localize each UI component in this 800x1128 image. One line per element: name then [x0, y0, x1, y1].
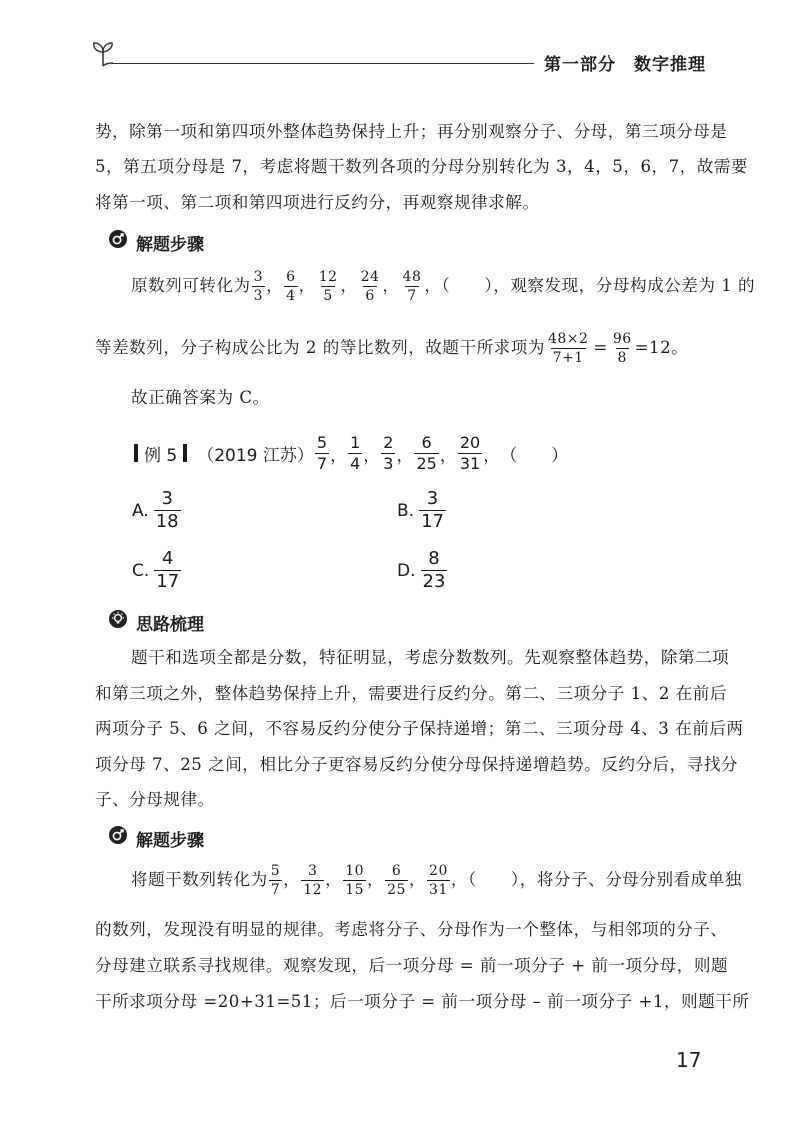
fraction: $\frac{10}{15}$: [345, 862, 365, 898]
fraction: $\frac{5}{7}$: [316, 432, 328, 473]
section-heading-thinking: 思路梳理: [136, 610, 204, 635]
steps-badge-icon: [108, 825, 128, 845]
fraction: $\frac{20}{31}$: [429, 862, 448, 898]
fraction: $\frac{96}{8}$: [612, 330, 632, 366]
fraction: $\frac{48}{7}$: [402, 268, 422, 304]
paragraph-line: 题干和选项全都是分数，特征明显，考虑分数数列。先观察整体趋势，除第二项: [131, 648, 730, 667]
lightbulb-badge-icon: [108, 609, 128, 629]
paragraph-line: 分母建立联系寻找规律。观察发现，后一项分母 = 前一项分子 + 前一项分母，则题: [95, 956, 729, 975]
section-heading-solution-steps: 解题步骤: [136, 230, 204, 255]
paragraph-line: 势，除第一项和第四项外整体趋势保持上升；再分别观察分子、分母，第三项分母是: [95, 122, 728, 141]
solution-line-1: 原数列可转化为 $\frac{3}{3}$ ， $\frac{6}{4}$ ， $\frac{12}{5}$ ， $\frac{24}{6}$ ， $\frac{48}{7}$ ，（ ），观察发现，分母构成公差为 1 的: [131, 268, 756, 304]
steps-badge-icon: [108, 229, 128, 249]
paragraph-line: 5，第五项分母是 7，考虑将题干数列各项的分母分别转化为 3，4，5，6，7，故需要: [95, 157, 749, 176]
paragraph-line: 和第三项之外，整体趋势保持上升，需要进行反约分。第二、三项分子 1、2 在前后: [95, 684, 727, 703]
option-a[interactable]: A. $\frac{3}{18}$: [132, 488, 179, 532]
fraction: $\frac{2}{3}$: [383, 432, 394, 473]
paragraph-line: 子、分母规律。: [95, 790, 215, 809]
answer-line: 故正确答案为 C。: [131, 388, 270, 407]
section-heading-solution-steps: 解题步骤: [136, 826, 204, 851]
paragraph-line: 项分母 7、25 之间，相比分子更容易反约分使分母保持递增趋势。反约分后，寻找分: [95, 755, 739, 774]
fraction: $\frac{3}{12}$: [303, 862, 323, 898]
fraction: $\frac{3}{3}$: [253, 268, 264, 304]
fraction: $\frac{6}{25}$: [387, 862, 406, 898]
fraction: $\frac{20}{31}$: [459, 432, 481, 473]
label-bar: [183, 444, 187, 462]
option-b[interactable]: B. $\frac{3}{17}$: [397, 488, 444, 532]
paragraph-line: 将第一项、第二项和第四项进行反约分，再观察规律求解。: [95, 193, 540, 212]
solution-line-1: 将题干数列转化为 $\frac{5}{7}$ ， $\frac{3}{12}$ ， $\frac{10}{15}$ ， $\frac{6}{25}$ ， $\frac{20}{31}$ ，（ ），将分子、分母分别看成单独: [131, 862, 742, 898]
fraction: $\frac{1}{4}$: [350, 432, 361, 473]
fraction: $\frac{6}{25}$: [416, 432, 437, 473]
example-label: 例 5: [144, 445, 178, 466]
solution-line-2: 等差数列，分子构成公比为 2 的等比数列，故题干所求项为 $\frac{48\times 2}{7+1}$ = $\frac{96}{8}$ =12。: [95, 330, 689, 366]
option-c[interactable]: C. $\frac{4}{17}$: [132, 548, 180, 592]
fraction: $\frac{48\times 2}{7+1}$: [547, 330, 589, 366]
label-bar: [134, 444, 138, 462]
example-source: （2019 江苏）: [197, 445, 314, 466]
fraction: $\frac{6}{4}$: [286, 268, 296, 304]
page-number: 17: [676, 1048, 702, 1072]
paragraph-line: 两项分子 5、6 之间，不容易反约分使分子保持递增；第二、三项分母 4、3 在前后两: [95, 719, 744, 738]
option-d[interactable]: D. $\frac{8}{23}$: [397, 548, 446, 592]
example-question: 例 5 （2019 江苏） $\frac{5}{7}$ ， $\frac{1}{4}$ ， $\frac{2}{3}$ ， $\frac{6}{25}$ ， $\frac{20}{31}$ ， （ ）: [128, 431, 568, 475]
fraction: $\frac{5}{7}$: [270, 862, 281, 898]
paragraph-line: 的数列，发现没有明显的规律。考虑将分子、分母作为一个整体，与相邻项的分子、: [95, 920, 728, 939]
fraction: $\frac{12}{5}$: [318, 268, 338, 304]
running-header: 第一部分 数字推理: [544, 55, 706, 75]
header-rule: [112, 63, 534, 64]
fraction: $\frac{24}{6}$: [360, 268, 380, 304]
paragraph-line: 干所求项分母 =20+31=51；后一项分子 = 前一项分母 – 前一项分子 +1，则题干所: [95, 992, 750, 1011]
